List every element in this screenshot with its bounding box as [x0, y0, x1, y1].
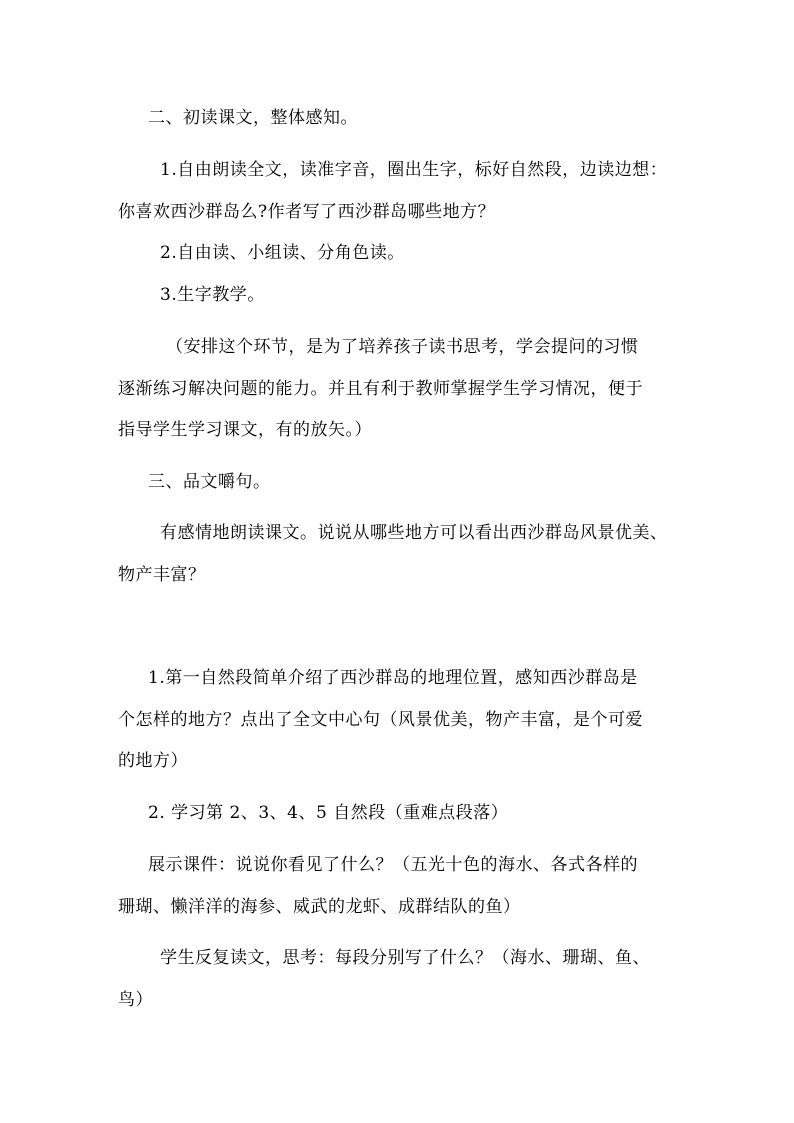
section-heading: 二、初读课文，整体感知。: [148, 108, 358, 128]
paragraph-line: 2.自由读、小组读、分角色读。: [160, 243, 405, 263]
paragraph-line: 个怎样的地方？点出了全文中心句（风景优美，物产丰富，是个可爱: [118, 710, 643, 730]
paragraph-line: 的地方）: [118, 751, 188, 771]
paragraph-line: 2. 学习第 2、3、4、5 自然段（重难点段落）: [148, 803, 509, 823]
section-heading: 三、品文嚼句。: [148, 472, 271, 492]
paragraph-line: 3.生字教学。: [160, 285, 265, 305]
paragraph-line: 物产丰富？: [118, 565, 206, 585]
paragraph-line: 有感情地朗读课文。说说从哪些地方可以看出西沙群岛风景优美、: [160, 523, 668, 543]
paragraph-line: 1.自由朗读全文，读准字音，圈出生字，标好自然段，边读边想：: [160, 160, 668, 180]
paragraph-line: （安排这个环节，是为了培养孩子读书思考，学会提问的习惯: [166, 337, 639, 357]
paragraph-line: 鸟）: [118, 990, 153, 1010]
paragraph-line: 珊瑚、懒洋洋的海参、威武的龙虾、成群结队的鱼）: [118, 897, 521, 917]
paragraph-line: 学生反复读文，思考：每段分别写了什么？（海水、珊瑚、鱼、: [160, 948, 650, 968]
paragraph-line: 你喜欢西沙群岛么?作者写了西沙群岛哪些地方？: [118, 202, 496, 222]
paragraph-line: 指导学生学习课文，有的放矢。）: [118, 420, 372, 440]
paragraph-line: 展示课件：说说你看见了什么？（五光十色的海水、各式各样的: [148, 855, 638, 875]
paragraph-line: 逐渐练习解决问题的能力。并且有利于教师掌握学生学习情况，便于: [118, 379, 643, 399]
paragraph-line: 1.第一自然段简单介绍了西沙群岛的地理位置，感知西沙群岛是: [148, 668, 638, 688]
